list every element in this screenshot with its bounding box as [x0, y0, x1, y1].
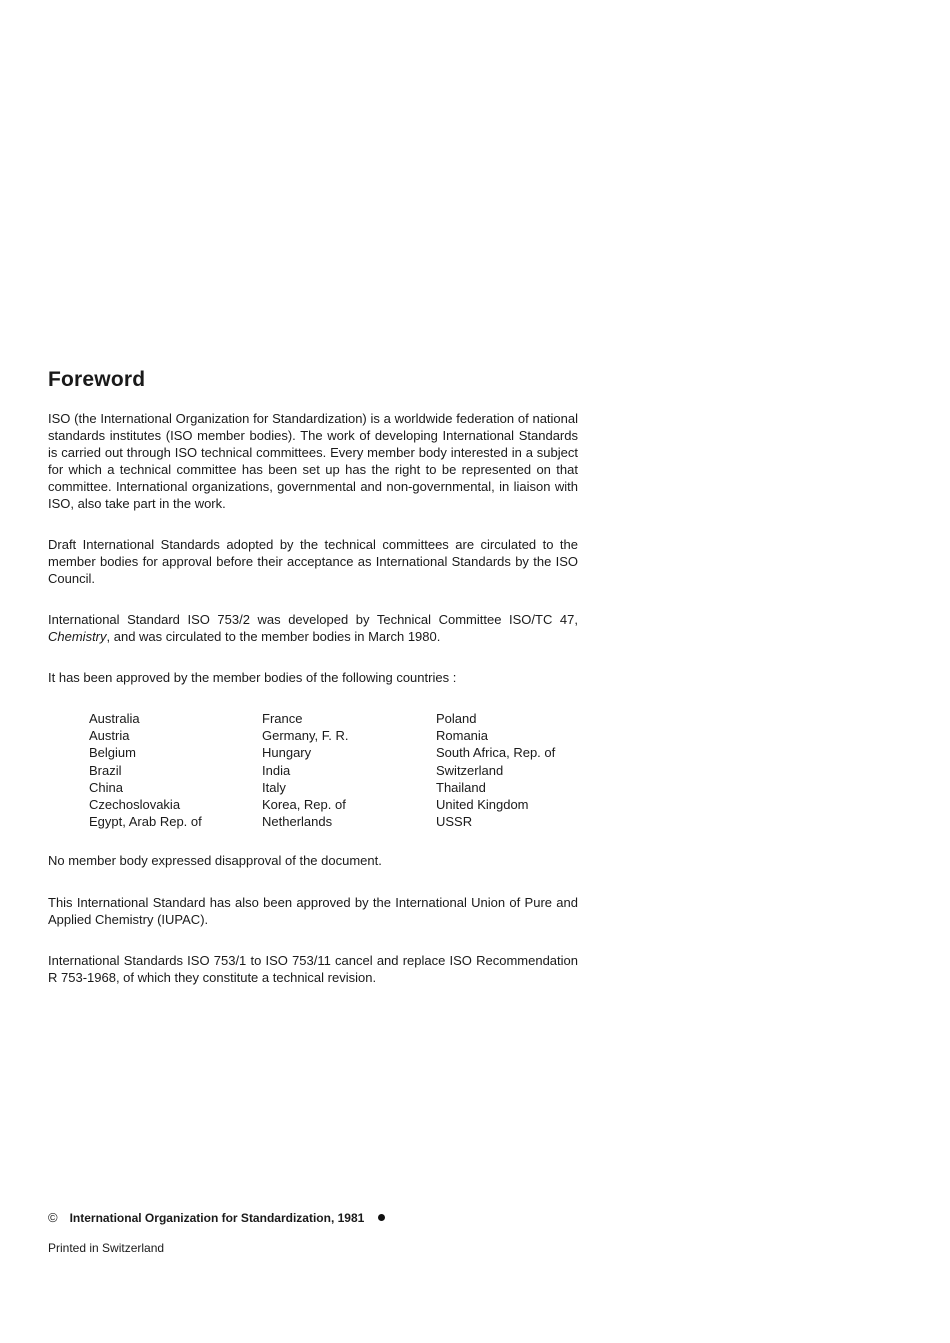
development-text-end: , and was circulated to the member bodies in March 1980. — [106, 629, 441, 644]
copyright-organization: International Organization for Standardization, 1981 — [69, 1210, 365, 1225]
paragraph-replacement: International Standards ISO 753/1 to ISO 753/11 cancel and replace ISO Recommendation R 753-1968, of which they constitute a technical revision. — [48, 953, 578, 985]
country-item: South Africa, Rep. of — [436, 745, 556, 761]
countries-column-1 — [89, 710, 262, 830]
country-item: Australia — [89, 711, 140, 726]
paragraph-iso-intro: ISO (the International Organization for Standardization) is a worldwide federation of national standards institutes (ISO member bodies). The work of developing International Standards is carried out through ISO technical committees. Every member body interested in a subject for which a technical committee has been set up has the right to be represented on that committee. International organizations, governmental and non-governmental, in liaison with ISO, also take part in the work. — [48, 411, 578, 511]
country-item: USSR — [436, 814, 473, 830]
page-title: Foreword — [48, 368, 146, 391]
country-item: France — [262, 711, 303, 726]
country-item: Hungary — [262, 745, 312, 761]
country-item: Italy — [262, 779, 286, 795]
country-item: Czechoslovakia — [89, 797, 181, 813]
paragraph-draft-standards: Draft International Standards adopted by the technical committees are circulated to the member bodies for approval before their acceptance as International Standards by the ISO Council. — [48, 537, 578, 586]
paragraph-iupac: This International Standard has also been approved by the International Union of Pure and Applied Chemistry (IUPAC). — [48, 895, 578, 927]
country-item: Romania — [436, 728, 489, 744]
country-item: Brazil — [89, 762, 122, 778]
copyright-line — [48, 1210, 385, 1225]
printed-in: Printed in Switzerland — [48, 1241, 165, 1255]
country-item: Thailand — [436, 779, 486, 795]
paragraph-no-disapproval: No member body expressed disapproval of the document. — [48, 853, 382, 868]
country-item: Netherlands — [262, 814, 333, 830]
country-item: China — [89, 779, 123, 795]
country-item: Poland — [436, 711, 477, 726]
countries-list — [89, 710, 589, 830]
committee-name: Chemistry — [48, 629, 107, 644]
copyright-icon: © — [48, 1210, 58, 1225]
country-item: India — [262, 762, 291, 778]
country-item: United Kingdom — [436, 797, 529, 813]
country-item: Egypt, Arab Rep. of — [89, 814, 202, 830]
country-item: Germany, F. R. — [262, 728, 349, 744]
country-item: Belgium — [89, 745, 136, 761]
paragraph-development — [48, 611, 578, 645]
country-item: Austria — [89, 728, 130, 744]
bullet-icon — [378, 1214, 385, 1221]
development-text-start: International Standard ISO 753/2 was developed by Technical Committee ISO/TC 47, — [48, 612, 578, 627]
country-item: Switzerland — [436, 762, 504, 778]
countries-column-2 — [262, 710, 436, 830]
countries-column-3 — [436, 710, 586, 830]
paragraph-approval-intro: It has been approved by the member bodies of the following countries : — [48, 670, 457, 685]
country-item: Korea, Rep. of — [262, 797, 346, 813]
